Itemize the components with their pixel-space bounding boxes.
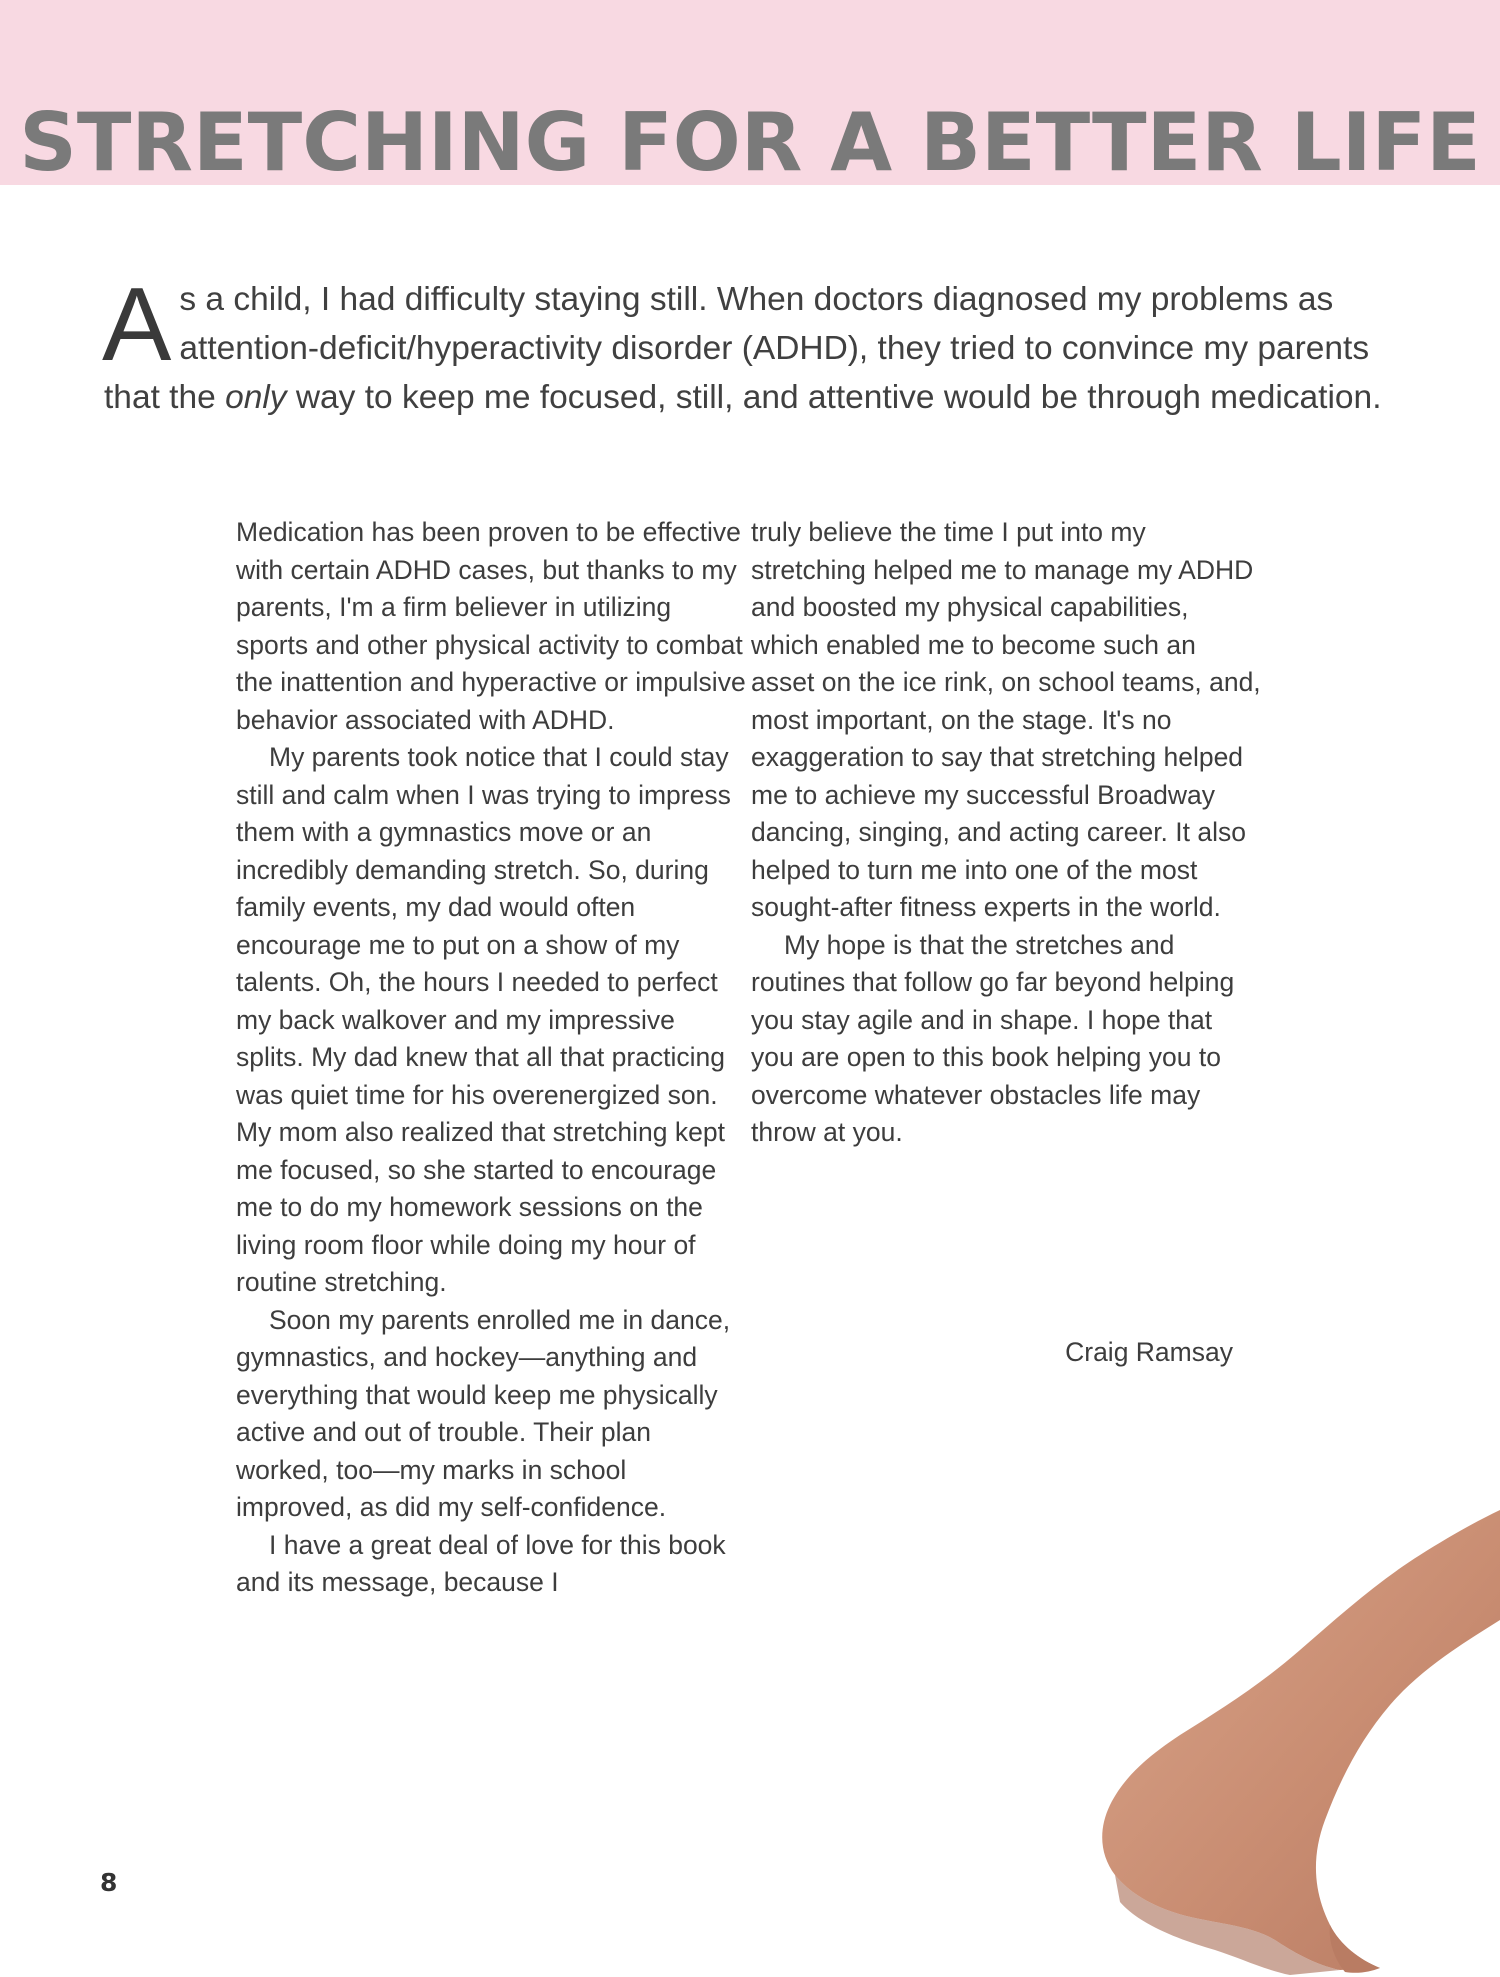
left-column bbox=[236, 514, 746, 1602]
foot-photo bbox=[1040, 1470, 1500, 1977]
right-paragraph-1: truly believe the time I put into my stretching helped me to manage my ADHD and boosted my physical capabilities, which enabled me to become such an asset on the ice rink, on school teams, and, most important, on the stage. It's no exaggeration to say that stretching helped me to achieve my successful Broadway dancing, singing, and acting career. It also helped to turn me into one of the most sought-after fitness experts in the world. bbox=[751, 517, 1261, 922]
author-signature: Craig Ramsay bbox=[1065, 1337, 1233, 1367]
intro-emphasis: only bbox=[225, 379, 287, 416]
intro-paragraph bbox=[102, 267, 1404, 422]
drop-cap: A bbox=[102, 267, 172, 383]
left-paragraph-1: Medication has been proven to be effective with certain ADHD cases, but thanks to my parents, I'm a firm believer in utilizing sports and other physical activity to combat the inattention and hyperactive or impulsive behavior associated with ADHD. bbox=[236, 517, 746, 735]
right-paragraph-2: My hope is that the stretches and routines that follow go far beyond helping you stay agile and in shape. I hope that you are open to this book helping you to overcome whatever obstacles life may throw at you. bbox=[751, 929, 1235, 1147]
page-title: STRETCHING FOR A BETTER LIFE bbox=[19, 96, 1481, 189]
left-paragraph-4: I have a great deal of love for this book and its message, because I bbox=[236, 1529, 726, 1597]
left-paragraph-3: Soon my parents enrolled me in dance, gymnastics, and hockey—anything and everything that would keep me physically active and out of trouble. Their plan worked, too—my marks in school improved, as did my self-confidence. bbox=[236, 1304, 731, 1522]
right-column bbox=[751, 514, 1261, 1152]
intro-text-end: way to keep me focused, still, and attentive would be through medication. bbox=[286, 379, 1382, 416]
intro-text-start: s a child, I had difficulty staying still. When doctors diagnosed my problems as attention-deficit/hyperactivity disorder (ADHD), they tried to convince my parents that the bbox=[104, 281, 1370, 416]
left-paragraph-2: My parents took notice that I could stay still and calm when I was trying to impress them with a gymnastics move or an incredibly demanding stretch. So, during family events, my dad would often encourage me to put on a show of my talents. Oh, the hours I needed to perfect my back walkover and my impressive splits. My dad knew that all that practicing was quiet time for his overenergized son. My mom also realized that stretching kept me focused, so she started to encourage me to do my homework sessions on the living room floor while doing my hour of routine stretching. bbox=[236, 742, 731, 1297]
page-number: 8 bbox=[100, 1868, 118, 1897]
